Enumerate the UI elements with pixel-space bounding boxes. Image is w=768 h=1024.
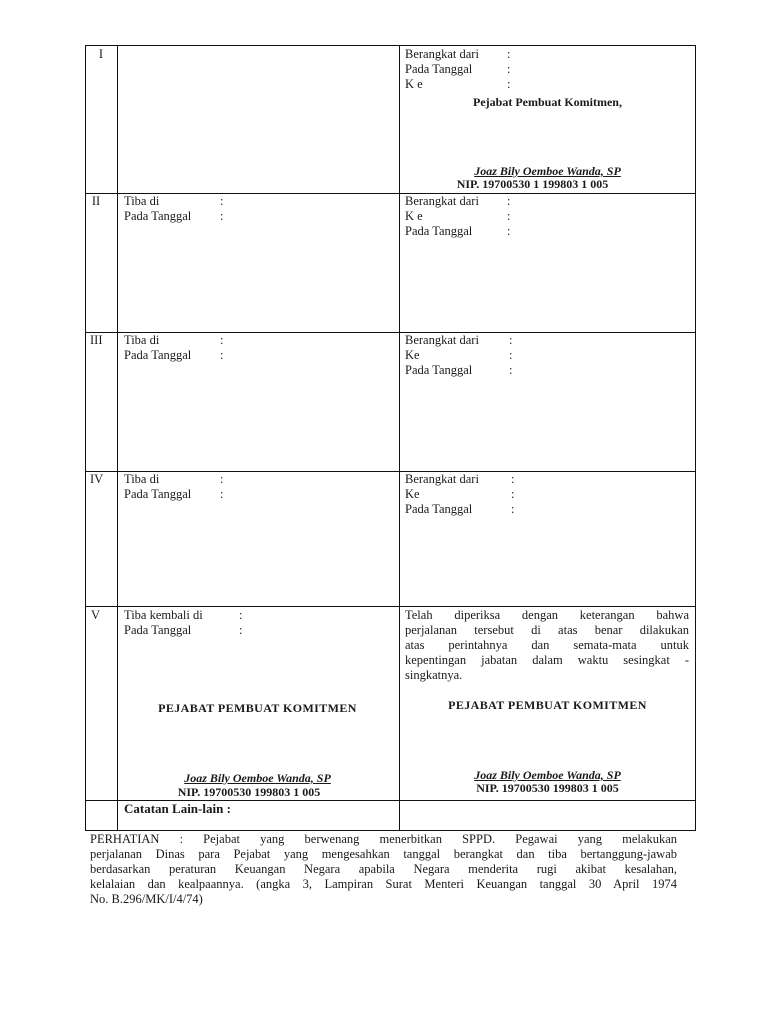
row-left-colon: : [239,608,243,622]
notice-line: perjalanan Dinas para Pejabat yang mengesahkan tanggal berangkat dan tiba bertanggung-jawab [90,847,677,861]
row-left-label: Tiba di [124,194,160,208]
row-left-colon: : [220,194,224,208]
row-right-colon: : [507,47,511,61]
row-left-colon: : [220,333,224,347]
signer-title: PEJABAT PEMBUAT KOMITMEN [158,701,357,715]
row-divider [86,332,695,333]
row-right-colon: : [507,224,511,238]
row-right-label: Berangkat dari [405,47,479,61]
verification-text-line [405,653,689,668]
signer-title: Pejabat Pembuat Komitmen, [473,95,622,109]
verification-text: singkatnya. [405,668,463,682]
row-left-label: Tiba di [124,472,160,486]
row-right-label: Ke [405,487,420,501]
row-left-label: Tiba kembali di [124,608,203,622]
row-right-label: Pada Tanggal [405,502,473,516]
row-divider [86,606,695,607]
row-right-colon: : [509,363,513,377]
verification-text-line [405,638,689,653]
row-right-label: Pada Tanggal [405,224,473,238]
row-left-label: Pada Tanggal [124,623,192,637]
row-number: III [90,333,103,347]
row-right-label: Berangkat dari [405,333,479,347]
verification-text: perjalanan tersebut di atas benar dilakukan [405,623,689,637]
row-right-colon: : [507,62,511,76]
row-right-colon: : [511,502,515,516]
signer-nip: NIP. 19700530 199803 1 005 [177,785,321,799]
row-right-label: Pada Tanggal [405,62,473,76]
signer-name: Joaz Bily Oemboe Wanda, SP [474,164,621,178]
row-divider [86,193,695,194]
verification-text-line [405,608,689,623]
notice-line: No. B.296/MK/I/4/74) [90,892,203,906]
verification-text-line [405,623,689,638]
notes-label: Catatan Lain-lain : [124,801,231,816]
row-number: V [91,608,101,622]
row-left-colon: : [220,209,224,223]
row-left-colon: : [239,623,243,637]
row-left-label: Pada Tanggal [124,487,192,501]
row-right-label: Ke [405,348,420,362]
row-left-colon: : [220,487,224,501]
verification-text: Telah diperiksa dengan keterangan bahwa [405,608,689,622]
row-right-label: Pada Tanggal [405,363,473,377]
row-left-colon: : [220,348,224,362]
row-left-colon: : [220,472,224,486]
row-right-colon: : [507,77,511,91]
notice-paragraph [90,832,677,907]
row-right-label: Berangkat dari [405,194,479,208]
row-right-colon: : [509,333,513,347]
signer-name: Joaz Bily Oemboe Wanda, SP [184,771,331,785]
row-right-colon: : [511,487,515,501]
signer-nip: NIP. 19700530 199803 1 005 [476,781,619,795]
row-left-label: Pada Tanggal [124,348,192,362]
row-right-colon: : [507,194,511,208]
row-right-label: K e [405,209,423,223]
notice-line: berdasarkan peraturan Keuangan Negara apabila Negara menderita rugi akibat kesalahan, [90,862,677,876]
row-left-label: Tiba di [124,333,160,347]
row-number: II [91,194,101,208]
signer-title: PEJABAT PEMBUAT KOMITMEN [448,698,647,712]
row-right-colon: : [509,348,513,362]
row-number: I [98,47,104,61]
row-right-label: Berangkat dari [405,472,479,486]
row-number: IV [90,472,104,486]
row-left-label: Pada Tanggal [124,209,192,223]
notice-line: PERHATIAN : Pejabat yang berwenang menerbitkan SPPD. Pegawai yang melakukan [90,832,677,846]
row-divider [86,471,695,472]
row-right-colon: : [507,209,511,223]
row-right-label: K e [405,77,423,91]
signer-name: Joaz Bily Oemboe Wanda, SP [474,768,621,782]
row-right-colon: : [511,472,515,486]
notice-line: kelalaian dan kealpaannya. (angka 3, Lampiran Surat Menteri Keuangan tanggal 30 April 1974 [90,877,677,891]
verification-text: kepentingan jabatan dalam waktu sesingkat - [405,653,689,667]
verification-text: atas perintahnya dan semata-mata untuk [405,638,689,652]
signer-nip: NIP. 19700530 1 199803 1 005 [456,177,609,191]
